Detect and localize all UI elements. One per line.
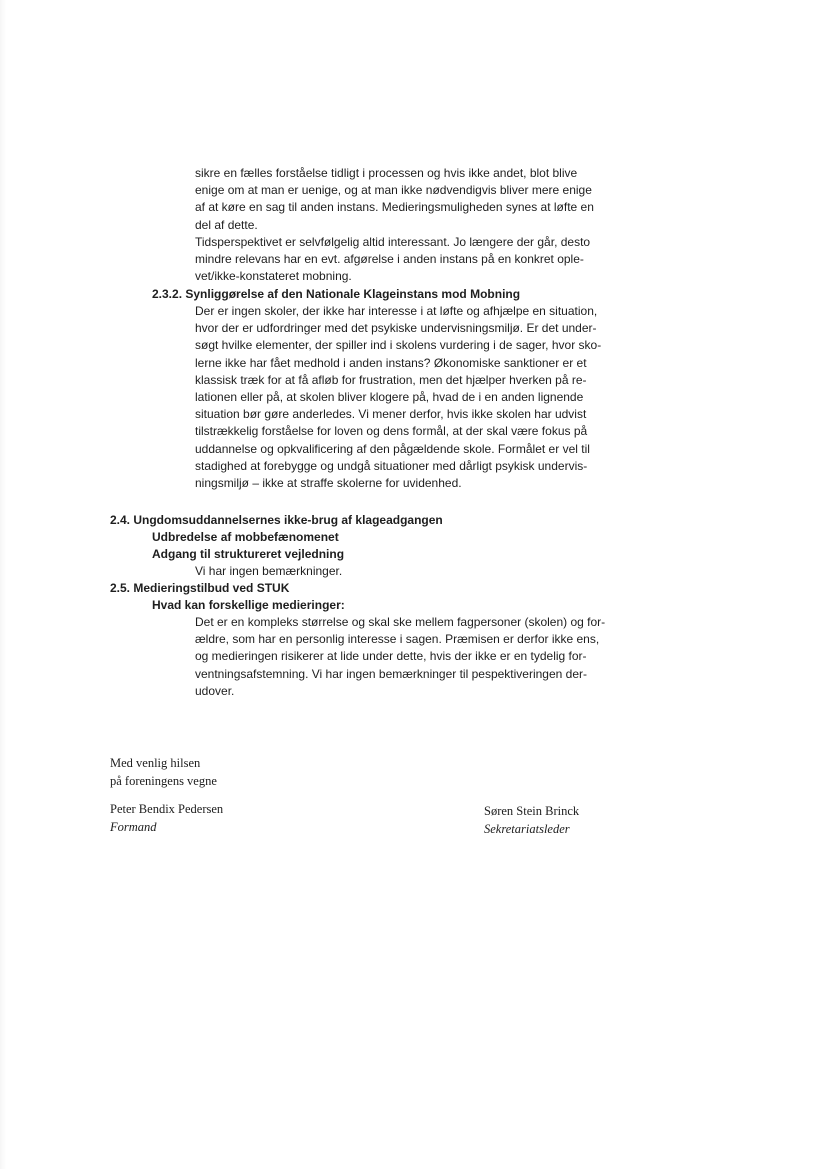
no-remarks-note: Vi har ingen bemærkninger. xyxy=(195,564,343,578)
signatory-right xyxy=(484,803,579,838)
paragraph-line: ningsmiljø – ikke at straffe skolerne for uvidenhed. xyxy=(195,476,462,491)
subheading-medieringer: Hvad kan forskellige medieringer: xyxy=(152,598,345,612)
paragraph-line: enige om at man er uenige, og at man ikke nødvendigvis bliver mere enige xyxy=(195,183,592,198)
paragraph-line: uddannelse og opkvalificering af den pågældende skole. Formålet er vel til xyxy=(195,441,590,456)
paragraph-line: udover. xyxy=(195,683,235,698)
paragraph-line: Der er ingen skoler, der ikke har interesse i at løfte og afhjælpe en situation, xyxy=(195,304,598,318)
intro-continuation-paragraph xyxy=(195,165,594,285)
paragraph-line: situation bør gøre anderledes. Vi mener derfor, hvis ikke skolen har udvist xyxy=(195,407,587,422)
signatory-left xyxy=(110,801,223,836)
paragraph-line: af at køre en sag til anden instans. Medieringsmuligheden synes at løfte en xyxy=(195,200,594,215)
paragraph-line: søgt hvilke elementer, der spiller ind i skolens vurdering i de sager, hvor sko- xyxy=(195,338,602,353)
section-2-5-paragraph xyxy=(195,614,605,700)
signatory-name: Søren Stein Brinck xyxy=(484,804,580,818)
paragraph-line: Tidsperspektivet er selvfølgelig altid interessant. Jo længere der går, desto xyxy=(195,234,591,249)
section-2-3-2-paragraph xyxy=(195,303,601,492)
paragraph-line: ventningsafstemning. Vi har ingen bemærkninger til pespektiveringen der- xyxy=(195,666,587,681)
paragraph-line: mindre relevans har en evt. afgørelse i anden instans på en konkret ople- xyxy=(195,252,584,267)
signatory-title: Sekretariatsleder xyxy=(484,821,570,836)
subheading-vejledning: Adgang til struktureret vejledning xyxy=(152,547,345,561)
paragraph-line: stadighed at forebygge og undgå situationer med dårligt psykisk undervis- xyxy=(195,458,588,473)
paragraph-line: sikre en fælles forståelse tidligt i processen og hvis ikke andet, blot blive xyxy=(195,166,578,180)
section-heading-2-4: 2.4. Ungdomsuddannelsernes ikke-brug af klageadgangen xyxy=(110,513,443,527)
signatory-name: Peter Bendix Pedersen xyxy=(110,802,224,816)
paragraph-line: Det er en kompleks størrelse og skal ske mellem fagpersoner (skolen) og for- xyxy=(195,615,606,629)
paragraph-line: lerne ikke har fået medhold i anden instans? Økonomiske sanktioner er et xyxy=(195,355,587,370)
paragraph-line: del af dette. xyxy=(195,217,258,232)
paragraph-line: tilstrækkelig forståelse for loven og dens formål, at der skal være fokus på xyxy=(195,424,588,439)
paragraph-line: hvor der er udfordringer med det psykiske undervisningsmiljø. Er det under- xyxy=(195,321,597,336)
scan-edge-shadow xyxy=(0,0,6,1169)
closing-block xyxy=(110,755,217,790)
paragraph-line: vet/ikke-konstateret mobning. xyxy=(195,269,352,284)
signatory-title: Formand xyxy=(110,819,157,834)
paragraph-line: lationen eller på, at skolen bliver klogere på, hvad de i en anden lignende xyxy=(195,390,584,405)
section-heading-2-3-2: 2.3.2. Synliggørelse af den Nationale Klageinstans mod Mobning xyxy=(152,287,521,301)
paragraph-line: ældre, som har en personlig interesse i sagen. Præmisen er derfor ikke ens, xyxy=(195,632,600,647)
closing-on-behalf: på foreningens vegne xyxy=(110,773,217,788)
paragraph-line: klassisk træk for at få afløb for frustration, men det hjælper hverken på re- xyxy=(195,372,587,387)
paragraph-line: og medieringen risikerer at lide under dette, hvis der ikke er en tydelig for- xyxy=(195,649,587,664)
subheading-mobbe: Udbredelse af mobbefænomenet xyxy=(152,530,339,544)
closing-greeting: Med venlig hilsen xyxy=(110,756,201,770)
section-heading-2-5: 2.5. Medieringstilbud ved STUK xyxy=(110,581,290,595)
